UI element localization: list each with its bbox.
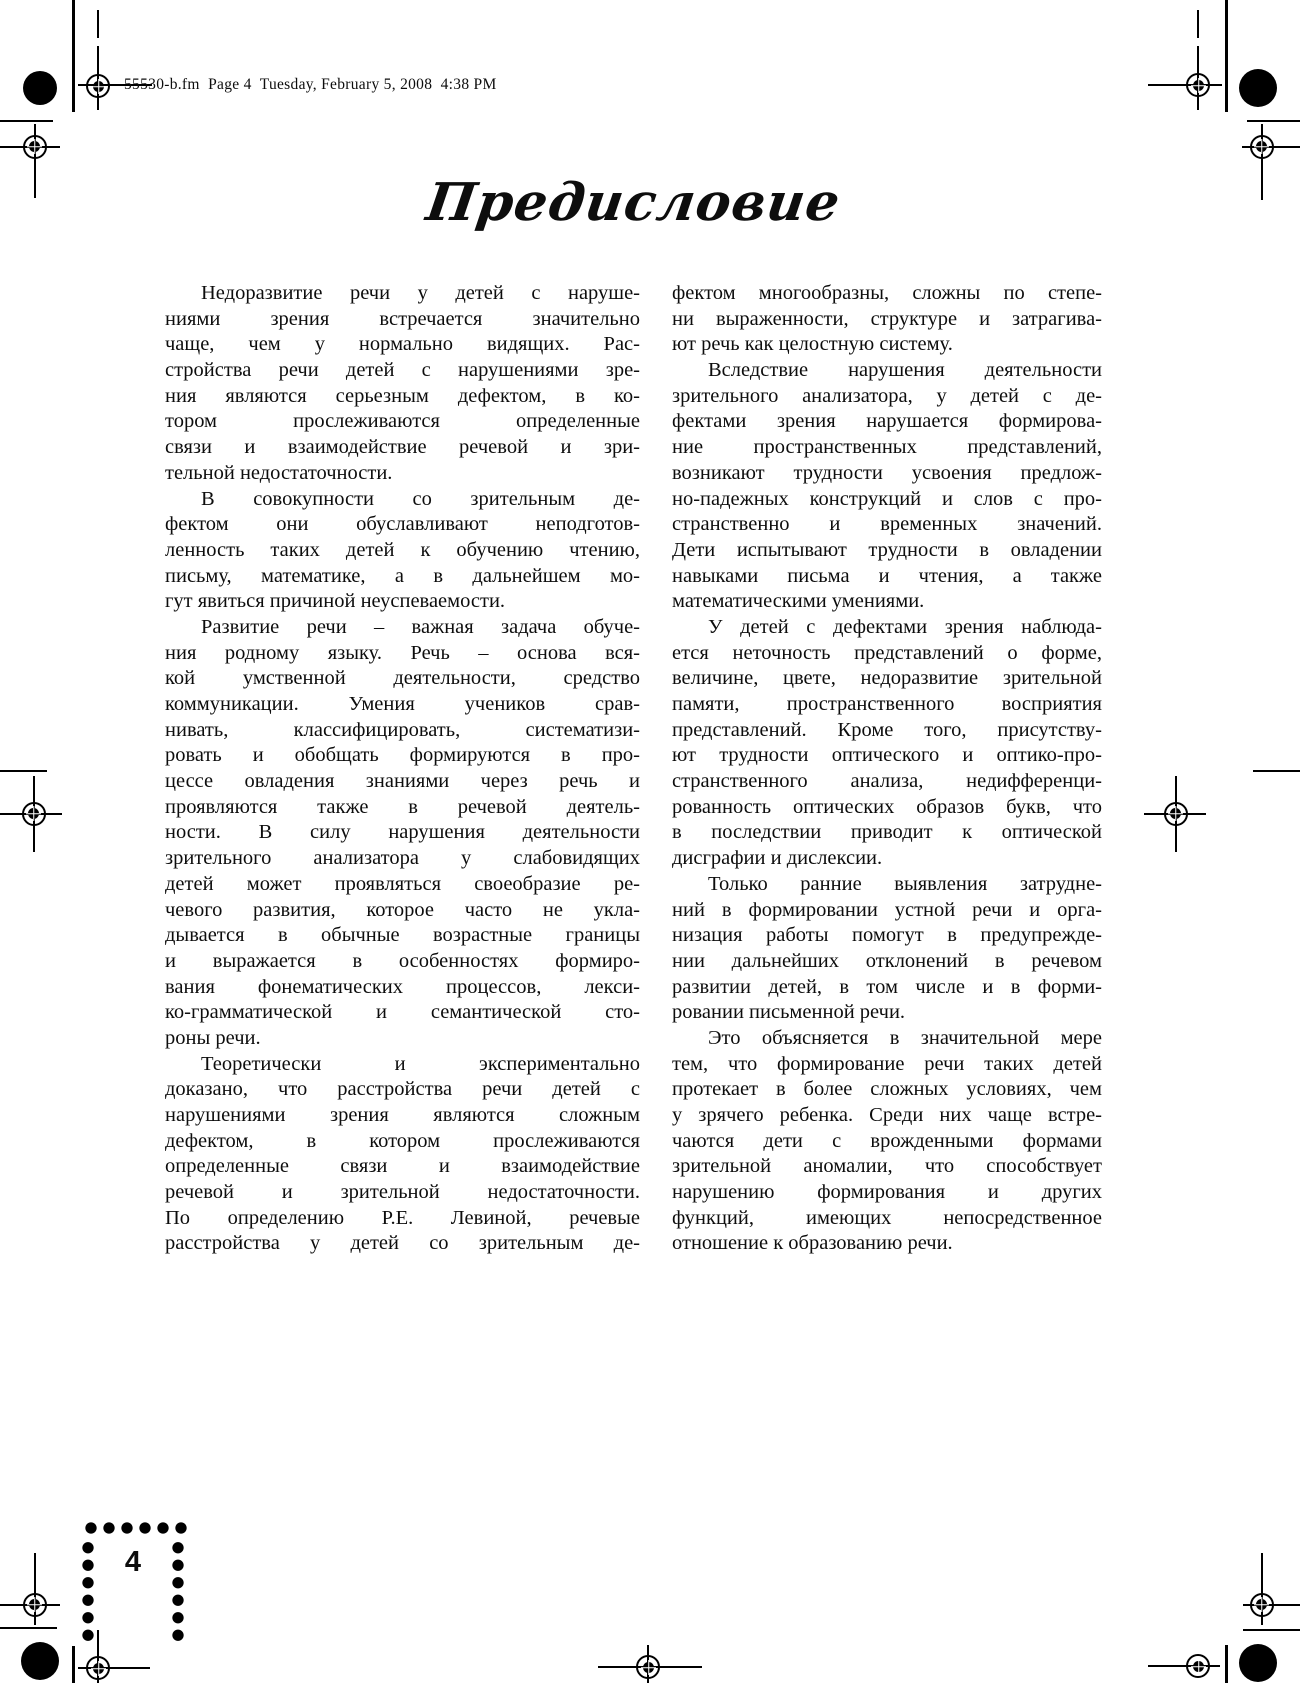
text-line: дисграфии и дислексии. bbox=[672, 847, 883, 870]
crop-line bbox=[1225, 1645, 1228, 1683]
text-column-right bbox=[672, 281, 1102, 1257]
registration-mark-icon bbox=[643, 1662, 654, 1673]
text-line: фектом многообразны, сложны по степе- bbox=[672, 282, 1102, 304]
page-number-frame-dots bbox=[82, 1539, 94, 1644]
text-line: ровать и обобщать формируются в про- bbox=[165, 744, 640, 767]
crop-line bbox=[1243, 1629, 1300, 1631]
crop-line bbox=[1148, 84, 1222, 86]
registration-mark-icon bbox=[29, 1599, 40, 1610]
text-line: Вследствие нарушения деятельности bbox=[708, 359, 1102, 382]
crop-line bbox=[1247, 120, 1300, 122]
text-line: доказано, что расстройства речи детей с bbox=[165, 1078, 640, 1101]
text-line: зрительного анализатора, у детей с де- bbox=[672, 384, 1102, 407]
ink-spot bbox=[1239, 69, 1277, 107]
text-line: детей может проявляться своеобразие ре- bbox=[165, 872, 640, 895]
registration-mark-icon bbox=[29, 141, 40, 152]
text-line: в последствии приводит к оптической bbox=[672, 821, 1102, 844]
text-line: протекает в более сложных условиях, чем bbox=[672, 1078, 1102, 1101]
text-line: зрительной аномалии, что способствует bbox=[672, 1155, 1102, 1178]
text-line: Недоразвитие речи у детей с наруше- bbox=[201, 282, 640, 304]
text-line: Развитие речи – важная задача обуче- bbox=[201, 615, 640, 638]
text-line: коммуникации. Умения учеников срав- bbox=[165, 693, 640, 715]
text-line: нивать, классифицировать, систематизи- bbox=[165, 718, 640, 741]
text-line: ко-грамматической и семантической сто- bbox=[165, 1001, 640, 1024]
text-line: ровании письменной речи. bbox=[672, 1001, 906, 1024]
ink-spot bbox=[21, 1642, 59, 1680]
text-line: чаще, чем у нормально видящих. Рас- bbox=[165, 333, 640, 356]
text-line: кой умственной деятельности, средство bbox=[165, 667, 640, 690]
text-line: речевой и зрительной недостаточности. bbox=[165, 1181, 640, 1204]
crop-line bbox=[0, 770, 47, 772]
registration-mark-icon bbox=[1170, 808, 1181, 819]
registration-mark-icon bbox=[1193, 80, 1204, 91]
text-line: расстройства у детей со зрительным де- bbox=[165, 1232, 640, 1255]
registration-mark-icon bbox=[1256, 1599, 1267, 1610]
text-line: Только ранние выявления затрудне- bbox=[708, 872, 1102, 895]
text-line: роны речи. bbox=[165, 1026, 261, 1049]
text-line: функций, имеющих непосредственное bbox=[672, 1206, 1102, 1229]
crop-line bbox=[1253, 770, 1300, 772]
crop-line bbox=[0, 120, 53, 122]
crop-line bbox=[72, 0, 75, 112]
page-number-frame-dots bbox=[82, 1522, 190, 1534]
text-line: величине, цвете, недоразвитие зрительной bbox=[672, 667, 1102, 690]
text-line: ют речь как целостную систему. bbox=[672, 333, 953, 356]
text-line: фектом они обуславливают неподготов- bbox=[165, 513, 640, 536]
registration-mark-icon bbox=[1256, 141, 1267, 152]
text-line: дывается в обычные возрастные границы bbox=[165, 924, 640, 947]
text-line: возникают трудности усвоения предлож- bbox=[672, 461, 1102, 484]
text-line: нии дальнейших отклонений в речевом bbox=[672, 949, 1102, 972]
text-line: Теоретически и экспериментально bbox=[201, 1052, 640, 1075]
text-line: определенные связи и взаимодействие bbox=[165, 1155, 640, 1178]
text-line: связи и взаимодействие речевой и зри- bbox=[165, 436, 640, 459]
body-text bbox=[165, 281, 1102, 1257]
text-line: ния являются серьезным дефектом, в ко- bbox=[165, 384, 640, 407]
text-line: ниями зрения встречается значительно bbox=[165, 307, 640, 330]
text-line: ленность таких детей к обучению чтению, bbox=[165, 538, 640, 561]
text-line: странственно и временных значений. bbox=[672, 513, 1102, 536]
crop-line bbox=[97, 10, 99, 38]
text-line: и выражается в особенностях формиро- bbox=[165, 949, 640, 972]
text-column-left bbox=[165, 281, 640, 1257]
text-line: ют трудности оптического и оптико-про- bbox=[672, 744, 1102, 767]
text-line: фектами зрения нарушается формирова- bbox=[672, 410, 1102, 433]
text-line: тем, что формирование речи таких детей bbox=[672, 1052, 1102, 1075]
registration-mark-icon bbox=[1193, 1661, 1204, 1672]
text-line: но-падежных конструкций и слов с про- bbox=[672, 487, 1102, 510]
text-line: По определению Р.Е. Левиной, речевые bbox=[165, 1206, 640, 1229]
crop-line bbox=[1197, 10, 1199, 38]
page-number-frame-dots bbox=[172, 1539, 184, 1644]
registration-mark-icon bbox=[28, 808, 39, 819]
text-line: У детей с дефектами зрения наблюда- bbox=[708, 615, 1102, 638]
text-line: Это объясняется в значительной мере bbox=[708, 1026, 1102, 1049]
text-line: ние пространственных представлений, bbox=[672, 436, 1102, 459]
text-line: странственного анализа, недифференци- bbox=[672, 770, 1102, 793]
text-line: В совокупности со зрительным де- bbox=[201, 487, 640, 510]
text-line: цессе овладения знаниями через речь и bbox=[165, 770, 640, 793]
text-line: ний в формировании устной речи и орга- bbox=[672, 898, 1102, 921]
crop-line bbox=[72, 1646, 75, 1683]
text-line: тором прослеживаются определенные bbox=[165, 410, 640, 433]
text-line: навыками письма и чтения, а также bbox=[672, 564, 1102, 587]
text-line: стройства речи детей с нарушениями зре- bbox=[165, 359, 640, 382]
crop-line bbox=[0, 1627, 57, 1629]
text-line: Дети испытывают трудности в овладении bbox=[672, 538, 1102, 561]
registration-mark-icon bbox=[93, 1663, 104, 1674]
text-line: развитии детей, в том числе и в форми- bbox=[672, 975, 1102, 998]
registration-mark-icon bbox=[93, 81, 104, 92]
ink-spot bbox=[23, 71, 57, 105]
text-line: представлений. Кроме того, присутству- bbox=[672, 718, 1102, 741]
text-line: чевого развития, которое часто не укла- bbox=[165, 898, 640, 921]
text-line: письму, математике, а в дальнейшем мо- bbox=[165, 564, 640, 587]
text-line: вания фонематических процессов, лекси- bbox=[165, 975, 640, 998]
text-line: нарушению формирования и других bbox=[672, 1181, 1102, 1204]
text-line: рованность оптических образов букв, что bbox=[672, 795, 1102, 818]
text-line: дефектом, в котором прослеживаются bbox=[165, 1129, 640, 1152]
text-line: зрительного анализатора у слабовидящих bbox=[165, 847, 640, 870]
text-line: у зрячего ребенка. Среди них чаще встре- bbox=[672, 1104, 1102, 1126]
page-number: 4 bbox=[124, 1546, 142, 1578]
ink-spot bbox=[1239, 1644, 1277, 1682]
text-line: ности. В силу нарушения деятельности bbox=[165, 821, 640, 844]
text-line: математическими умениями. bbox=[672, 590, 925, 613]
text-line: гут явиться причиной неуспеваемости. bbox=[165, 590, 506, 613]
text-line: чаются дети с врожденными формами bbox=[672, 1129, 1102, 1152]
text-line: ния родному языку. Речь – основа вся- bbox=[165, 641, 640, 664]
page-title: Предисловие bbox=[422, 172, 845, 233]
text-line: тельной недостаточности. bbox=[165, 461, 393, 484]
text-line: ется неточность представлений о форме, bbox=[672, 641, 1102, 664]
text-line: нарушениями зрения являются сложным bbox=[165, 1104, 640, 1126]
text-line: ни выраженности, структуре и затрагива- bbox=[672, 307, 1102, 330]
text-line: памяти, пространственного восприятия bbox=[672, 693, 1102, 715]
crop-line bbox=[1225, 0, 1228, 112]
text-line: низация работы помогут в предупрежде- bbox=[672, 924, 1102, 947]
text-line: отношение к образованию речи. bbox=[672, 1232, 953, 1255]
document-slug-line: 55530-b.fm Page 4 Tuesday, February 5, 2008 4:38 PM bbox=[124, 76, 497, 93]
text-line: проявляются также в речевой деятель- bbox=[165, 795, 640, 818]
